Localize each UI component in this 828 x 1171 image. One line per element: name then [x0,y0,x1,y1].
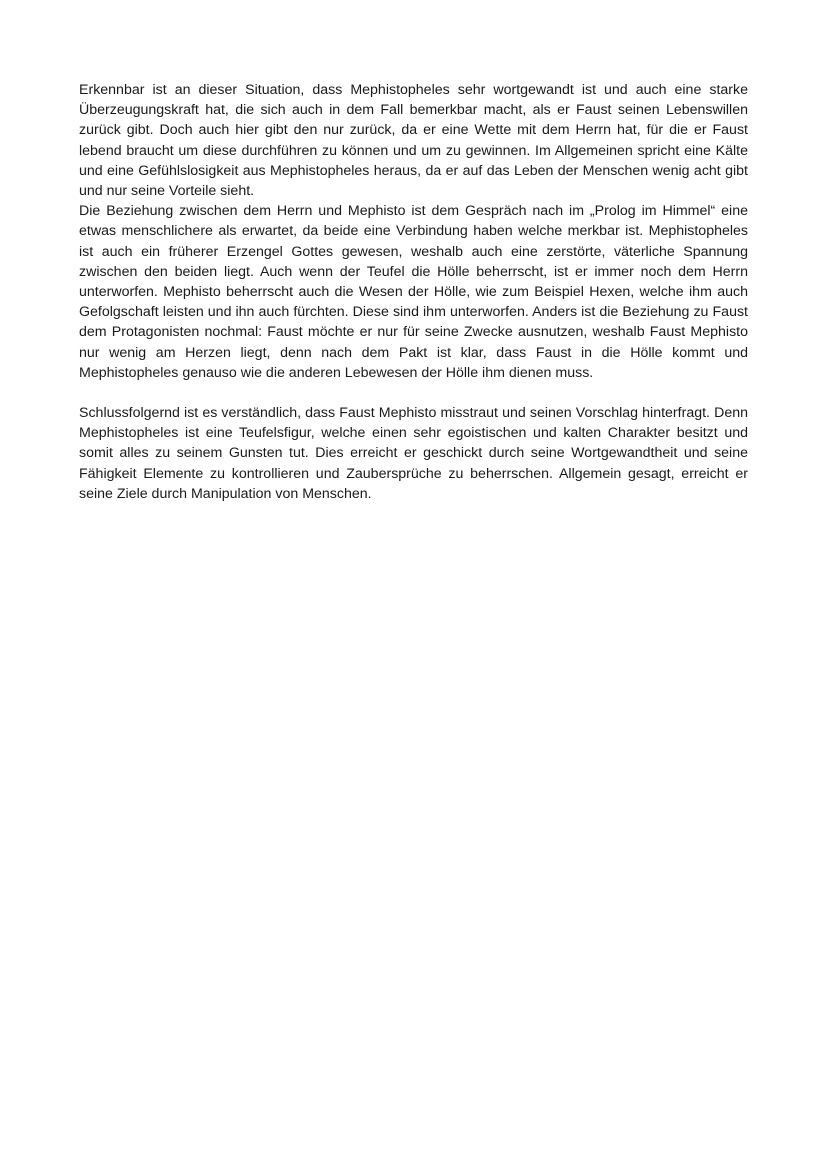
document-body [79,80,748,504]
paragraph-spacer [79,383,748,403]
paragraph-situation: Erkennbar ist an dieser Situation, dass Mephistopheles sehr wortgewandt ist und auch eine starke Überzeugungskraft hat, die sich auch in dem Fall bemerkbar macht, als er Faust seinen Lebenswillen zurück gibt. Doch auch hier gibt den nur zurück, da er eine Wette mit dem Herrn hat, für die er Faust lebend braucht um diese durchführen zu können und um zu gewinnen. Im Allgemeinen spricht eine Kälte und eine Gefühlslosigkeit aus Mephistopheles heraus, da er auf das Leben der Menschen wenig acht gibt und nur seine Vorteile sieht. [79,82,748,200]
paragraph-beziehung: Die Beziehung zwischen dem Herrn und Mephisto ist dem Gespräch nach im „Prolog im Himmel“ eine etwas menschlichere als erwartet, da beide eine Verbindung haben welche merkbar ist. Mephistopheles ist auch ein früherer Erzengel Gottes gewesen, weshalb auch eine zerstörte, väterliche Spannung zwischen den beiden liegt. Auch wenn der Teufel die Hölle beherrscht, ist er immer noch dem Herrn unterworfen. Mephisto beherrscht auch die Wesen der Hölle, wie zum Beispiel Hexen, welche ihm auch Gefolgschaft leisten und ihn auch fürchten. Diese sind ihm unterworfen. Anders ist die Beziehung zu Faust dem Protagonisten nochmal: Faust möchte er nur für seine Zwecke ausnutzen, weshalb Faust Mephisto nur wenig am Herzen liegt, denn nach dem Pakt ist klar, dass Faust in die Hölle kommt und Mephistopheles genauso wie die anderen Lebewesen der Hölle ihm dienen muss. [79,203,748,381]
paragraph-schluss: Schlussfolgernd ist es verständlich, dass Faust Mephisto misstraut und seinen Vorschlag hinterfragt. Denn Mephistopheles ist eine Teufelsfigur, welche einen sehr egoistischen und kalten Charakter besitzt und somit alles zu seinem Gunsten tut. Dies erreicht er geschickt durch seine Wortgewandtheit und seine Fähigkeit Elemente zu kontrollieren und Zaubersprüche zu beherrschen. Allgemein gesagt, erreicht er seine Ziele durch Manipulation von Menschen. [79,405,748,502]
